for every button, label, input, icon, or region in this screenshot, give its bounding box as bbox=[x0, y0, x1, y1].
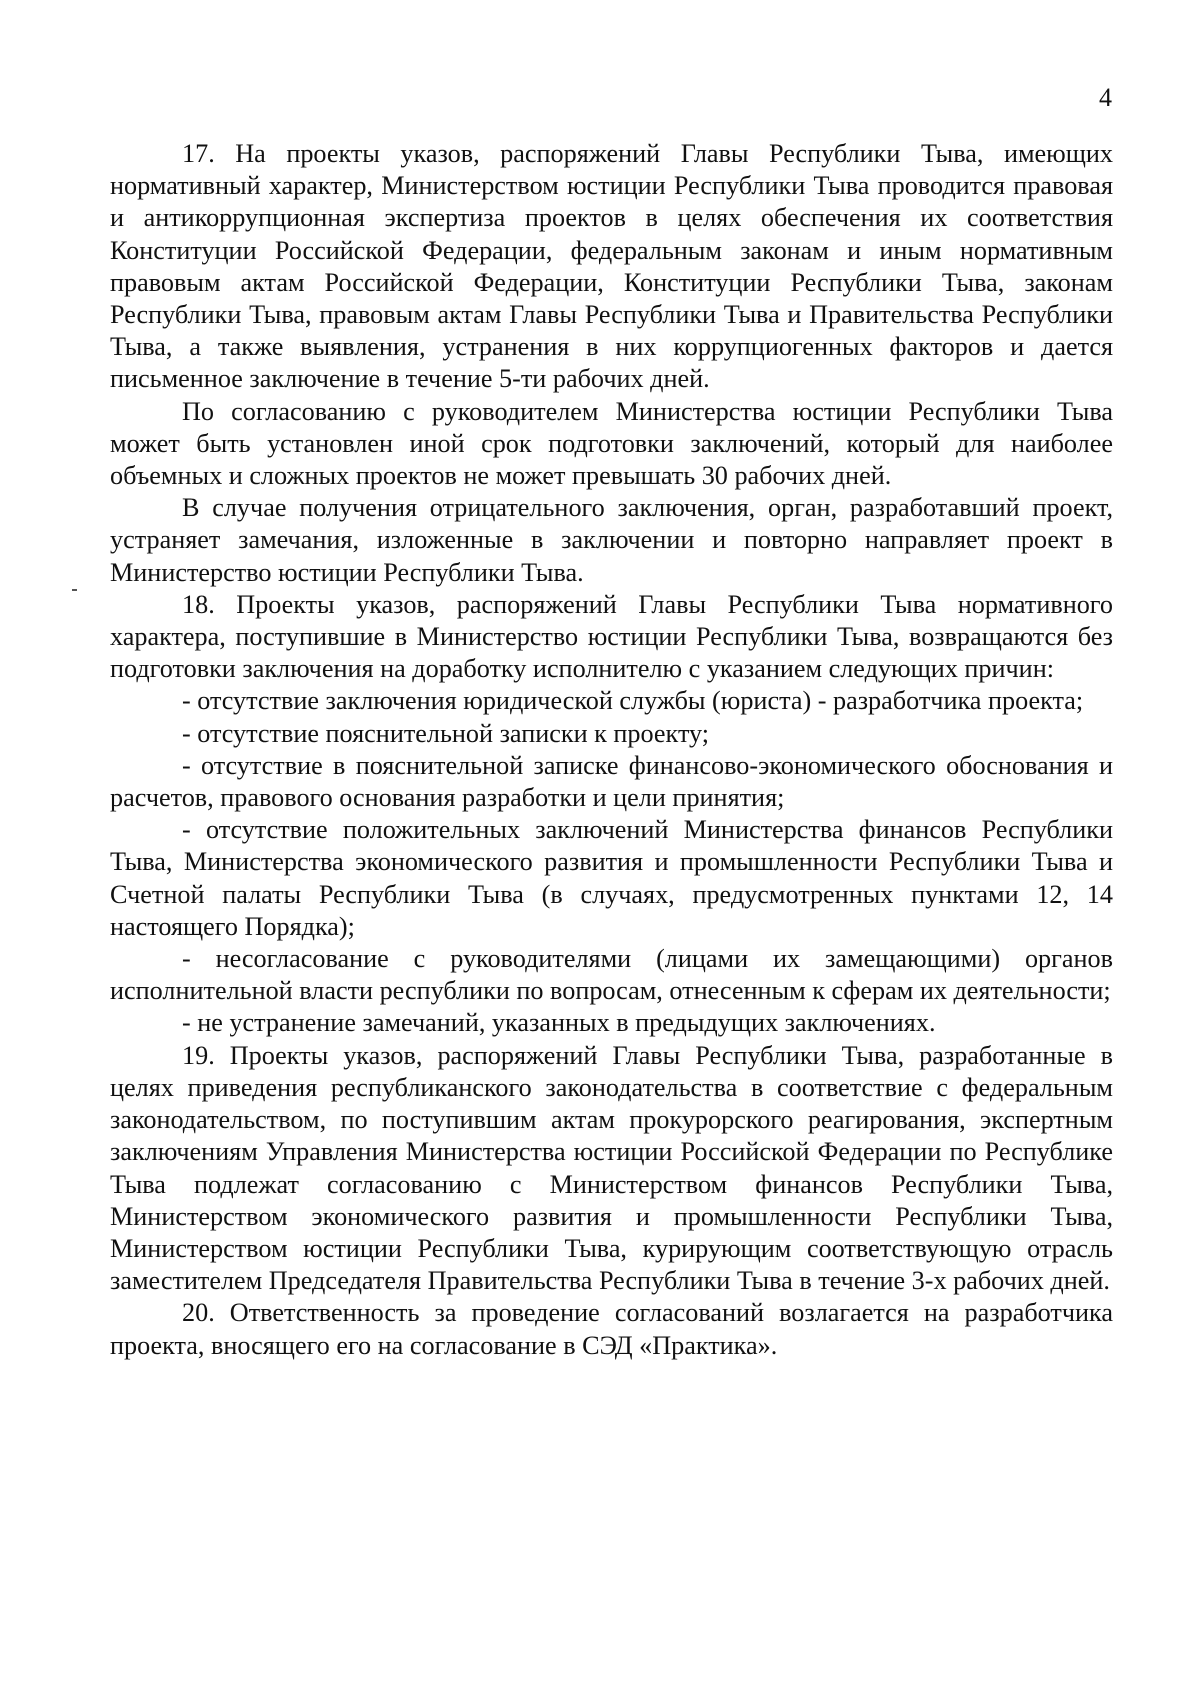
reason-item-positive-conclusions: - отсутствие положительных заключений Министерства финансов Республики Тыва, Министерства экономического развития и промышленности Республики Тыва и Счетной палаты Республики Тыва (в случаях, предусмотренных пунктами 12, 14 настоящего Порядка); bbox=[110, 815, 1113, 941]
paragraph-19: 19. Проекты указов, распоряжений Главы Республики Тыва, разработанные в целях приведения республиканского законодательства в соответствие с федеральным законодательством, по поступившим актам прокурорского реагирования, экспертным заключениям Управления Министерства юстиции Российской Федерации по Республике Тыва подлежат согласованию с Министерством финансов Республики Тыва, Министерством экономического развития и промышленности Республики Тыва, Министерством юстиции Республики Тыва, курирующим соответствующую отрасль заместителем Председателя Правительства Республики Тыва в течение 3-х рабочих дней. bbox=[110, 1040, 1113, 1296]
scan-artifact-mark bbox=[72, 589, 77, 591]
document-body bbox=[110, 138, 1113, 1362]
reason-item-legal-conclusion: - отсутствие заключения юридической службы (юриста) - разработчика проекта; bbox=[182, 686, 1084, 716]
paragraph-18: 18. Проекты указов, распоряжений Главы Республики Тыва нормативного характера, поступившие в Министерство юстиции Республики Тыва, возвращаются без подготовки заключения на доработку исполнителю с указанием следующих причин: bbox=[110, 589, 1113, 684]
reason-item-explanatory-note: - отсутствие пояснительной записки к проекту; bbox=[182, 718, 710, 748]
reason-item-remarks-not-fixed: - не устранение замечаний, указанных в предыдущих заключениях. bbox=[182, 1008, 936, 1038]
paragraph-17-negative-conclusion: В случае получения отрицательного заключения, орган, разработавший проект, устраняет замечания, изложенные в заключении и повторно направляет проект в Министерство юстиции Республики Тыва. bbox=[110, 493, 1113, 587]
paragraph-17: 17. На проекты указов, распоряжений Главы Республики Тыва, имеющих нормативный характер, Министерством юстиции Республики Тыва проводится правовая и антикоррупционная экспертиза проектов в целях обеспечения их соответствия Конституции Российской Федерации, федеральным законам и иным нормативным правовым актам Российской Федерации, Конституции Республики Тыва, законам Республики Тыва, правовым актам Главы Республики Тыва и Правительства Республики Тыва, а также выявления, устранения в них коррупциогенных факторов и дается письменное заключение в течение 5-ти рабочих дней. bbox=[110, 139, 1113, 394]
reason-item-non-approval: - несогласование с руководителями (лицами их замещающими) органов исполнительной власти республики по вопросам, отнесенным к сферам их деятельности; bbox=[110, 944, 1113, 1006]
reason-item-financial-justification: - отсутствие в пояснительной записке финансово-экономического обоснования и расчетов, правового основания разработки и цели принятия; bbox=[110, 750, 1113, 813]
paragraph-17-deadline-agreement: По согласованию с руководителем Министерства юстиции Республики Тыва может быть установлен иной срок подготовки заключений, который для наиболее объемных и сложных проектов не может превышать 30 рабочих дней. bbox=[110, 396, 1113, 491]
page-number: 4 bbox=[1099, 83, 1112, 112]
paragraph-20: 20. Ответственность за проведение согласований возлагается на разработчика проекта, вносящего его на согласование в СЭД «Практика». bbox=[110, 1298, 1113, 1360]
